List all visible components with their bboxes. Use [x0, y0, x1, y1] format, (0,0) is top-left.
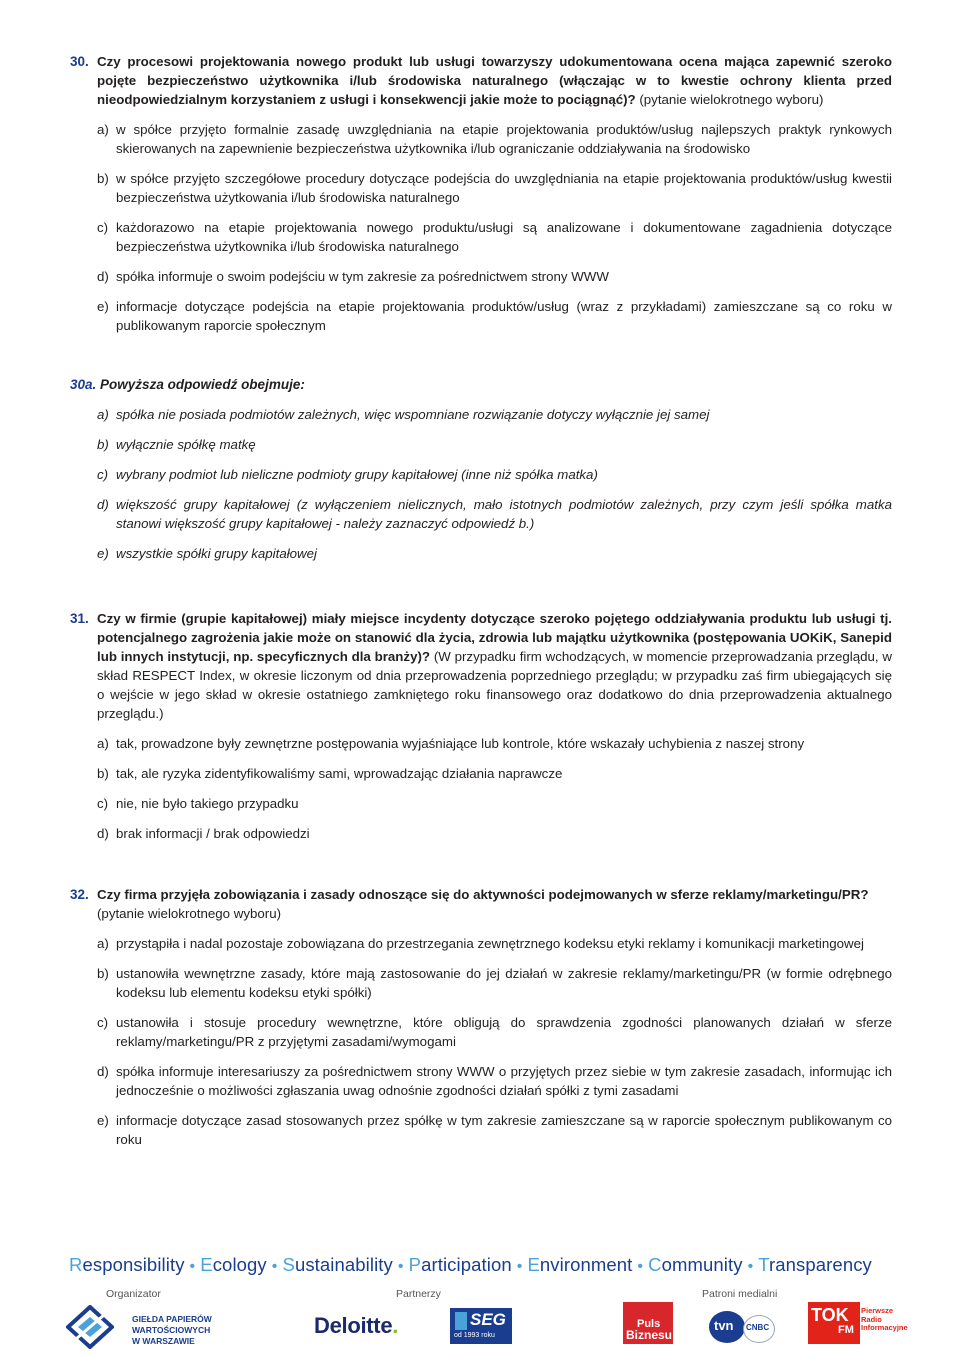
question-body: Czy w firmie (grupie kapitałowej) miały miejsce incydenty dotyczące szeroko pojętego oddziaływania produktu lub usługi tj. potencjalnego zagrożenia jakie może on stanowić dla życia, zdrowia lub majątku użytkownika (postępowania UOKiK, Sanepid lub innych instytucji, np. specyficznych dla branży)?	[97, 611, 892, 664]
answer-letter: d)	[97, 497, 109, 512]
answer-text: spółka informuje interesariuszy za pośrednictwem strony WWW o przyjętych przez siebie w tym zakresie zasadach, informując ich jednocześnie o możliwości zgłaszania uwag odnośnie zgodności działań spółki z tymi zasadami	[116, 1064, 892, 1098]
slogan-word	[200, 1254, 267, 1275]
tok-fm-wordmark: FM	[838, 1324, 854, 1336]
tok-fm-logo	[808, 1302, 860, 1344]
answer-letter: a)	[97, 407, 109, 422]
question-body: Czy procesowi projektowania nowego produkt lub usługi towarzyszy udokumentowana ocena mająca zapewnić szeroko pojęte bezpieczeństwo użytkownika i/lub środowiska naturalnego (włączając w to kwestie ochrony klienta przed nieodpowiedzialnym korzystaniem z usługi i konsekwencji jakie może to pociągnąć)?	[97, 54, 892, 107]
question-note: (pytanie wielokrotnego wyboru)	[639, 92, 824, 107]
organizer-label: Organizator	[106, 1288, 161, 1300]
answer-option	[97, 764, 892, 783]
answer-letter: a)	[97, 122, 109, 137]
answer-text: spółka informuje o swoim podejściu w tym zakresie za pośrednictwem strony WWW	[116, 269, 609, 284]
gpw-name	[132, 1314, 212, 1347]
seg-wordmark: SEG	[470, 1310, 506, 1329]
puls-biznesu-logo	[623, 1302, 673, 1344]
gpw-emblem-icon	[66, 1305, 114, 1349]
deloitte-wordmark: Deloitte	[314, 1313, 393, 1338]
footer-slogan	[69, 1254, 872, 1276]
tvn-cnbc-logo	[709, 1309, 773, 1345]
question-number: 30.	[70, 54, 89, 69]
answer-option	[97, 495, 892, 533]
answer-letter: c)	[97, 1015, 109, 1030]
answer-text: wyłącznie spółkę matkę	[116, 437, 256, 452]
tok-wordmark: TOK	[811, 1305, 849, 1325]
answer-list	[97, 734, 892, 843]
answer-option	[97, 1062, 892, 1100]
answer-option	[97, 405, 892, 424]
slogan-initial: C	[648, 1254, 662, 1275]
answer-option	[97, 1111, 892, 1149]
slogan-initial: S	[282, 1254, 295, 1275]
slogan-initial: T	[758, 1254, 769, 1275]
cnbc-wordmark: CNBC	[746, 1323, 770, 1332]
slogan-rest: cology	[212, 1254, 267, 1275]
answer-text: spółka nie posiada podmiotów zależnych, więc wspomniane rozwiązanie dotyczy wyłącznie jej samej	[116, 407, 710, 422]
answer-letter: b)	[97, 171, 109, 186]
slogan-word	[69, 1254, 185, 1275]
answer-list	[97, 934, 892, 1149]
slogan-rest: ustainability	[294, 1254, 393, 1275]
question-31	[70, 609, 892, 843]
slogan-rest: ommunity	[661, 1254, 743, 1275]
answer-text: brak informacji / brak odpowiedzi	[116, 826, 310, 841]
answer-text: informacje dotyczące podejścia na etapie projektowania produktów/usług (wraz z przykładami) zamieszczane są co roku w publikowanym raporcie społecznym	[116, 299, 892, 333]
answer-letter: b)	[97, 437, 109, 452]
deloitte-dot-icon: .	[392, 1313, 399, 1338]
answer-option	[97, 794, 892, 813]
slogan-word	[282, 1254, 392, 1275]
question-body: Czy firma przyjęła zobowiązania i zasady odnoszące się do aktywności podejmowanych w sferze reklamy/marketingu/PR?	[97, 887, 869, 902]
slogan-initial: E	[200, 1254, 213, 1275]
tok-fm-tagline	[861, 1307, 908, 1333]
question-number: 32.	[70, 887, 89, 902]
question-text	[97, 885, 892, 923]
answer-letter: b)	[97, 766, 109, 781]
question-number: 30a.	[70, 377, 97, 392]
deloitte-logo	[314, 1313, 398, 1339]
answer-text: tak, ale ryzyka zidentyfikowaliśmy sami, wprowadzając działania naprawcze	[116, 766, 563, 781]
answer-text: informacje dotyczące zasad stosowanych przez spółkę w tym zakresie zamieszczane są w raporcie społecznym publikowanym co roku	[116, 1113, 892, 1147]
answer-option	[97, 964, 892, 1002]
answer-option	[97, 824, 892, 843]
answer-option	[97, 934, 892, 953]
answer-letter: a)	[97, 736, 109, 751]
answer-text: w spółce przyjęto formalnie zasadę uwzględniania na etapie projektowania produktów/usług najlepszych praktyk rynkowych skierowanych na zapewnienie bezpieczeństwa użytkownika i/lub ograniczanie oddziaływania na środowisko	[116, 122, 892, 156]
slogan-initial: R	[69, 1254, 83, 1275]
answer-option	[97, 120, 892, 158]
answer-option	[97, 465, 892, 484]
slogan-rest: articipation	[421, 1254, 512, 1275]
bullet-icon: •	[189, 1258, 196, 1275]
answer-option	[97, 218, 892, 256]
answer-letter: e)	[97, 1113, 109, 1128]
answer-text: przystąpiła i nadal pozostaje zobowiązana do przestrzegania zewnętrznego kodeksu etyki reklamy i komunikacji marketingowej	[116, 936, 864, 951]
question-30	[70, 52, 892, 335]
answer-list	[97, 405, 892, 563]
question-text	[97, 609, 892, 723]
answer-text: w spółce przyjęto szczegółowe procedury dotyczące podejścia do uwzględniania na etapie projektowania produktów/usług kwestii bezpieczeństwa użytkowania i/lub środowiska naturalnego	[116, 171, 892, 205]
partners-label: Partnerzy	[396, 1288, 441, 1300]
gpw-name-line: W WARSZAWIE	[132, 1336, 195, 1346]
answer-letter: c)	[97, 796, 109, 811]
bullet-icon: •	[747, 1258, 754, 1275]
answer-letter: d)	[97, 1064, 109, 1079]
answer-text: większość grupy kapitałowej (z wyłączeniem nielicznych, mało istotnych podmiotów zależnych, przy czym jeśli spółka matka stanowi większość grupy kapitałowej - należy zaznaczyć odpowiedź b.)	[116, 497, 892, 531]
slogan-word	[409, 1254, 512, 1275]
slogan-word	[527, 1254, 632, 1275]
question-text	[97, 52, 892, 109]
answer-text: ustanowiła wewnętrzne zasady, które mają zastosowanie do jej działań w zakresie reklamy/marketingu/PR (w formie odrębnego kodeksu lub elementu kodeksu etyki spółki)	[116, 966, 892, 1000]
bullet-icon: •	[637, 1258, 644, 1275]
slogan-initial: E	[527, 1254, 540, 1275]
question-text	[70, 375, 892, 394]
seg-logo	[450, 1308, 512, 1344]
answer-option	[97, 435, 892, 454]
answer-letter: e)	[97, 546, 109, 561]
answer-option	[97, 1013, 892, 1051]
answer-letter: a)	[97, 936, 109, 951]
answer-letter: d)	[97, 826, 109, 841]
question-body: Powyższa odpowiedź obejmuje:	[100, 377, 305, 392]
answer-list	[97, 120, 892, 335]
answer-option	[97, 267, 892, 286]
gpw-logo	[66, 1305, 114, 1349]
media-partners-label: Patroni medialni	[702, 1288, 778, 1300]
bullet-icon: •	[271, 1258, 278, 1275]
answer-option	[97, 544, 892, 563]
answer-letter: c)	[97, 220, 109, 235]
answer-text: wybrany podmiot lub nieliczne podmioty grupy kapitałowej (inne niż spółka matka)	[116, 467, 598, 482]
answer-text: ustanowiła i stosuje procedury wewnętrzne, które obligują do sprawdzenia zgodności planowanych działań w sferze reklamy/marketingu/PR z przyjętymi zasadami/wymogami	[116, 1015, 892, 1049]
tok-tagline-line: Pierwsze	[861, 1306, 894, 1315]
answer-option	[97, 734, 892, 753]
tok-tagline-line: Radio	[861, 1314, 882, 1324]
answer-letter: c)	[97, 467, 109, 482]
answer-text: każdorazowo na etapie projektowania nowego produktu/usługi są analizowane i dokumentowane zagadnienia dotyczące bezpieczeństwa użytkownika i/lub środowiska naturalnego	[116, 220, 892, 254]
answer-letter: e)	[97, 299, 109, 314]
slogan-initial: P	[408, 1254, 422, 1275]
answer-letter: b)	[97, 966, 109, 981]
puls-line: Puls	[637, 1318, 661, 1330]
answer-option	[97, 169, 892, 207]
question-32	[70, 885, 892, 1149]
gpw-name-line: GIEŁDA PAPIERÓW	[132, 1314, 212, 1324]
answer-text: tak, prowadzone były zewnętrzne postępowania wyjaśniające lub kontrole, które wskazały uchybienia z naszej strony	[116, 736, 805, 751]
puls-line: Biznesu	[626, 1328, 673, 1342]
answer-text: nie, nie było takiego przypadku	[116, 796, 299, 811]
tvn-wordmark: tvn	[714, 1318, 734, 1333]
slogan-word	[648, 1254, 742, 1275]
bullet-icon: •	[516, 1258, 523, 1275]
slogan-rest: esponsibility	[82, 1254, 185, 1275]
question-30a	[70, 375, 892, 563]
question-number: 31.	[70, 611, 89, 626]
tok-tagline-line: Informacyjne	[861, 1323, 908, 1332]
answer-text: wszystkie spółki grupy kapitałowej	[116, 546, 318, 561]
answer-letter: d)	[97, 269, 109, 284]
slogan-word	[758, 1254, 872, 1275]
seg-subtitle: od 1993 roku	[454, 1332, 495, 1339]
answer-option	[97, 297, 892, 335]
question-note: (pytanie wielokrotnego wyboru)	[97, 906, 282, 921]
slogan-rest: nvironment	[539, 1254, 633, 1275]
bullet-icon: •	[397, 1258, 404, 1275]
slogan-rest: ransparency	[769, 1254, 872, 1275]
gpw-name-line: WARTOŚCIOWYCH	[132, 1325, 211, 1335]
question-note: (W przypadku firm wchodzących, w momencie przeprowadzania przeglądu, w skład RESPECT Index, w okresie liczonym od dnia przeprowadzenia poprzedniego przeglądu; w przypadku zaś firm ubiegających się o wejście w jego skład w okresie ostatniego zamkniętego roku finansowego oraz dodatkowo do dnia przeprowadzenia aktualnego przeglądu.)	[97, 649, 893, 721]
